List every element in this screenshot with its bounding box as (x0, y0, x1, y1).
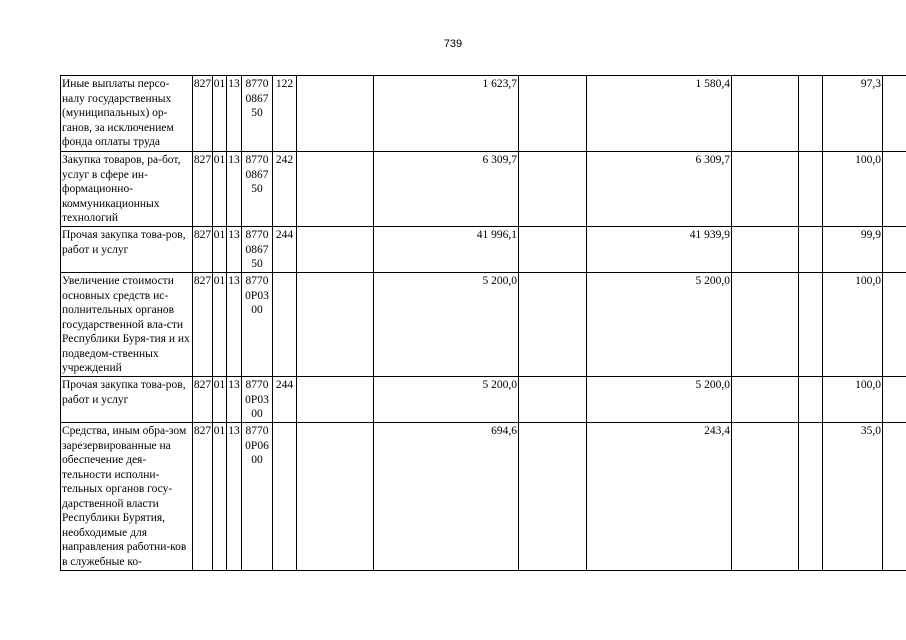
row-description: Иные выплаты персо-налу государственных (муниципальных) ор-ганов, за исключением фонда оплаты труда (61, 76, 193, 152)
empty-cell (519, 152, 587, 227)
section-code: 01 (213, 227, 227, 273)
empty-cell (732, 227, 799, 273)
empty-cell (799, 227, 823, 273)
subsection-code: 13 (227, 377, 242, 423)
expense-type-code: 122 (273, 76, 297, 152)
empty-cell (519, 423, 587, 571)
empty-cell (883, 423, 906, 571)
row-description: Закупка товаров, ра-бот, услуг в сфере ин-формационно-коммуникационных технологий (61, 152, 193, 227)
empty-cell (732, 76, 799, 152)
plan-amount: 5 200,0 (374, 273, 519, 377)
section-code: 01 (213, 76, 227, 152)
section-code: 01 (213, 273, 227, 377)
target-code: 8770 0867 50 (242, 227, 273, 273)
ministry-code: 827 (193, 377, 213, 423)
empty-cell (732, 273, 799, 377)
plan-amount: 694,6 (374, 423, 519, 571)
percent-value: 100,0 (823, 273, 883, 377)
empty-cell (297, 227, 374, 273)
expense-type-code (273, 423, 297, 571)
target-code: 8770 0Р06 00 (242, 423, 273, 571)
empty-cell (732, 377, 799, 423)
percent-value: 35,0 (823, 423, 883, 571)
empty-cell (519, 377, 587, 423)
empty-cell (883, 76, 906, 152)
expense-type-code: 244 (273, 377, 297, 423)
budget-table (60, 75, 906, 571)
table-row (61, 273, 906, 377)
plan-amount: 1 623,7 (374, 76, 519, 152)
fact-amount: 243,4 (587, 423, 732, 571)
table-row (61, 152, 906, 227)
ministry-code: 827 (193, 76, 213, 152)
expense-type-code (273, 273, 297, 377)
empty-cell (732, 423, 799, 571)
row-description: Средства, иным обра-зом зарезервированные на обеспечение дея-тельности исполни-тельных органов госу-дарственной власти Республики Бурятия, необходимые для направления работни-ков в служебные ко- (61, 423, 193, 571)
plan-amount: 5 200,0 (374, 377, 519, 423)
expense-type-code: 244 (273, 227, 297, 273)
empty-cell (297, 423, 374, 571)
empty-cell (799, 423, 823, 571)
ministry-code: 827 (193, 423, 213, 571)
empty-cell (519, 76, 587, 152)
empty-cell (297, 76, 374, 152)
table-row (61, 227, 906, 273)
empty-cell (297, 273, 374, 377)
section-code: 01 (213, 423, 227, 571)
row-description: Прочая закупка това-ров, работ и услуг (61, 377, 193, 423)
subsection-code: 13 (227, 152, 242, 227)
fact-amount: 1 580,4 (587, 76, 732, 152)
empty-cell (799, 273, 823, 377)
percent-value: 97,3 (823, 76, 883, 152)
empty-cell (883, 273, 906, 377)
empty-cell (519, 273, 587, 377)
table-row (61, 423, 906, 571)
subsection-code: 13 (227, 76, 242, 152)
subsection-code: 13 (227, 423, 242, 571)
target-code: 8770 0867 50 (242, 152, 273, 227)
empty-cell (883, 227, 906, 273)
section-code: 01 (213, 152, 227, 227)
percent-value: 99,9 (823, 227, 883, 273)
plan-amount: 41 996,1 (374, 227, 519, 273)
target-code: 8770 0867 50 (242, 76, 273, 152)
page-number: 739 (443, 38, 463, 50)
empty-cell (883, 377, 906, 423)
ministry-code: 827 (193, 152, 213, 227)
empty-cell (799, 152, 823, 227)
row-description: Прочая закупка това-ров, работ и услуг (61, 227, 193, 273)
subsection-code: 13 (227, 227, 242, 273)
empty-cell (799, 76, 823, 152)
table-row (61, 76, 906, 152)
plan-amount: 6 309,7 (374, 152, 519, 227)
fact-amount: 6 309,7 (587, 152, 732, 227)
empty-cell (799, 377, 823, 423)
fact-amount: 41 939,9 (587, 227, 732, 273)
empty-cell (519, 227, 587, 273)
fact-amount: 5 200,0 (587, 377, 732, 423)
empty-cell (297, 377, 374, 423)
target-code: 8770 0Р03 00 (242, 273, 273, 377)
row-description: Увеличение стоимости основных средств ис-полнительных органов государственной вла-сти Республики Буря-тия и их подведом-ственных учреждений (61, 273, 193, 377)
table-row (61, 377, 906, 423)
percent-value: 100,0 (823, 377, 883, 423)
section-code: 01 (213, 377, 227, 423)
subsection-code: 13 (227, 273, 242, 377)
empty-cell (297, 152, 374, 227)
fact-amount: 5 200,0 (587, 273, 732, 377)
percent-value: 100,0 (823, 152, 883, 227)
empty-cell (732, 152, 799, 227)
empty-cell (883, 152, 906, 227)
ministry-code: 827 (193, 273, 213, 377)
table-body (61, 76, 906, 571)
expense-type-code: 242 (273, 152, 297, 227)
target-code: 8770 0Р03 00 (242, 377, 273, 423)
ministry-code: 827 (193, 227, 213, 273)
